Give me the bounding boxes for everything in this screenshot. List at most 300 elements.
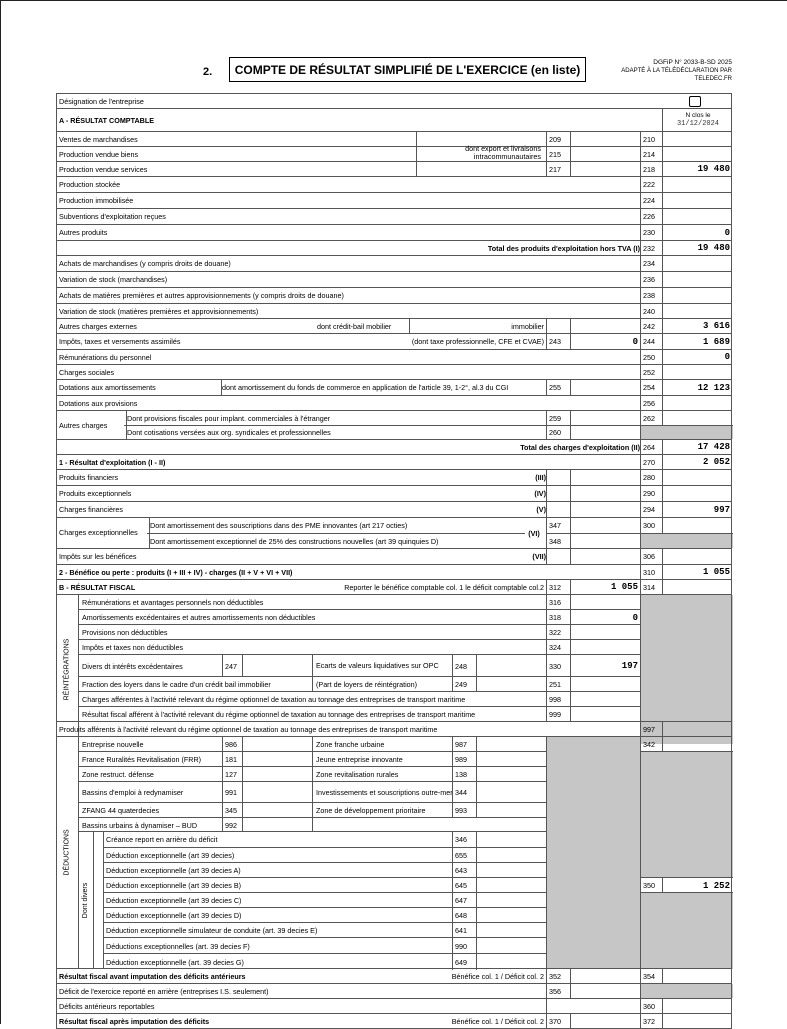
taxes-value[interactable]: 1 689: [662, 334, 733, 349]
product-code: 218: [640, 162, 665, 176]
exceptional-charges-line1: Dont amortissement des souscriptions dans des PME innovantes (art 217 octies): [150, 521, 408, 530]
result-form: [56, 93, 732, 1029]
charge-code: 240: [640, 304, 665, 318]
reintegration-label: Provisions non déductibles: [82, 628, 168, 637]
product-row: [56, 161, 732, 176]
deduction-right-code: 138: [452, 767, 479, 782]
deduction-left-input[interactable]: [242, 803, 313, 818]
grey-cell: [640, 984, 733, 998]
dont-divers-label: Déductions exceptionnelles (art. 39 decies F): [106, 941, 250, 951]
loyers-code: 251: [546, 677, 573, 692]
final-avant-code2: 354: [640, 969, 665, 983]
income-tax-input[interactable]: [570, 549, 641, 564]
product-value[interactable]: [662, 209, 733, 224]
total-products-value[interactable]: 19 480: [662, 241, 733, 255]
grey-cell: [640, 892, 733, 969]
deduction-right-label: Jeune entreprise innovante: [312, 752, 456, 767]
reintegration-row: [79, 624, 640, 640]
final-report-row: [56, 983, 732, 998]
product-code: 226: [640, 209, 665, 224]
total-charges-code: 264: [640, 440, 665, 454]
dont-divers-code: 643: [452, 863, 479, 878]
financial-label: Produits financiers: [59, 473, 119, 482]
dont-divers-label: Créance report en arrière du déficit: [106, 835, 218, 844]
deduction-right-label: Zone revitalisation rurales: [312, 767, 456, 782]
loyers-label: Fraction des loyers dans le cadre d'un crédit bail immobilier: [82, 680, 271, 689]
reintegration-code: 322: [546, 625, 573, 640]
reintegration-value[interactable]: [570, 640, 641, 655]
social-charges-row: [56, 364, 732, 379]
n-clos-label: N clos le: [685, 112, 711, 119]
grey-cell: [640, 533, 733, 548]
form-reference: [592, 59, 732, 83]
other-charges-input1[interactable]: [570, 411, 641, 425]
reintegration-value[interactable]: 0: [570, 610, 641, 625]
external-charges-code: 242: [640, 319, 665, 333]
deductions-block: [56, 736, 732, 968]
n-clos-cell: [662, 109, 733, 131]
reintegration-value[interactable]: [570, 595, 641, 609]
social-charges-value[interactable]: [662, 365, 733, 379]
form-number: 2.: [203, 66, 213, 78]
deduction-right-label: Zone de développement prioritaire: [312, 803, 456, 818]
divers-input-a[interactable]: [242, 655, 313, 677]
financial-code: 294: [640, 502, 665, 517]
tonnage-input[interactable]: [570, 692, 641, 707]
deduction-left-label: Zone restruct. défense: [82, 770, 154, 779]
deduction-right-input[interactable]: [476, 752, 547, 767]
charge-code: 236: [640, 272, 665, 287]
taxes-label: Impôts, taxes et versements assimilés: [59, 337, 181, 346]
dont-divers-row: [103, 832, 546, 847]
final-anterieurs-label: Déficits antérieurs reportables: [59, 1001, 155, 1011]
total-products-label: Total des produits d'exploitation hors TVA (I): [487, 243, 640, 253]
deduction-left-input[interactable]: [242, 818, 313, 832]
provisions-code: 256: [640, 396, 665, 410]
credit-bail-mobilier-input[interactable]: [409, 319, 470, 333]
exceptional-charges-line2: Dont amortissement exceptionnel de 25% des constructions nouvelles (art 39 quinquies D): [147, 533, 525, 548]
section-b-row: [56, 579, 732, 594]
profit-value[interactable]: 1 055: [662, 565, 733, 579]
deduction-left-code: 127: [222, 767, 245, 782]
final-report-value[interactable]: [570, 984, 641, 998]
deduction-row: [79, 802, 546, 818]
teledec-note: ADAPTÉ À LA TÉLÉDÉCLARATION PAR TELEDEC.FR: [621, 68, 732, 82]
deduction-left-code: 992: [222, 818, 245, 832]
final-apres-code1: 370: [546, 1014, 573, 1028]
product-row: [56, 192, 732, 208]
income-tax-value[interactable]: [662, 549, 733, 564]
tonnage-row: [79, 691, 640, 707]
other-charges-code: 262: [640, 411, 665, 425]
charge-code: 234: [640, 256, 665, 271]
financial-input[interactable]: [570, 470, 641, 485]
operating-result-row: [56, 454, 732, 469]
product-value[interactable]: 19 480: [662, 162, 733, 176]
n-clos-date: 31/12/2024: [676, 120, 719, 128]
charge-row: [56, 255, 732, 271]
loyers-input-a[interactable]: [476, 677, 547, 692]
product-subcode: 209: [546, 132, 573, 146]
section-a-row: [56, 108, 732, 131]
product-subcode: 215: [546, 147, 573, 161]
dont-divers-code: 647: [452, 893, 479, 908]
final-avant-label: Résultat fiscal avant imputation des déficits antérieurs: [59, 971, 246, 981]
dont-divers-code: 649: [452, 954, 479, 970]
product-code: 230: [640, 225, 665, 240]
charge-row: [56, 287, 732, 303]
tonnage-code: 999: [546, 707, 573, 722]
divers-code-b: 248: [452, 655, 479, 677]
product-label: Production immobilisée: [59, 196, 134, 205]
product-row: [56, 208, 732, 224]
tonnage-label: Charges afférentes à l'activité relevant du régime optionnel de taxation au tonnage des entreprises de transport maritime: [82, 695, 466, 704]
final-apres-code2: 372: [640, 1014, 665, 1028]
dont-divers-label: Déduction exceptionnelle (art. 39 decies G): [106, 957, 244, 967]
export-input[interactable]: [570, 147, 641, 161]
loyers-row: [79, 676, 640, 692]
financial-label: Produits exceptionnels: [59, 489, 132, 498]
financial-value[interactable]: [662, 486, 733, 501]
taxes-dont-label: (dont taxe professionnelle, CFE et CVAE): [411, 337, 544, 346]
deduction-right-code: 989: [452, 752, 479, 767]
loyers-code-a: 249: [452, 677, 479, 692]
financial-row: [56, 485, 732, 501]
dont-divers-code: 645: [452, 878, 479, 893]
tonnage-input[interactable]: [570, 707, 641, 722]
financial-roman: (V): [536, 505, 546, 514]
dont-divers-input[interactable]: [476, 893, 547, 908]
dont-divers-label: Déduction exceptionnelle (art 39 decies): [106, 851, 235, 860]
product-subcode: 217: [546, 162, 573, 176]
deduction-left-label: Entreprise nouvelle: [82, 739, 144, 749]
provisions-row: [56, 395, 732, 410]
deduction-row: [79, 751, 546, 767]
external-charges-label: Autres charges externes: [59, 321, 137, 331]
final-apres-value2[interactable]: [662, 1014, 733, 1028]
income-tax-roman: (VII): [532, 552, 546, 561]
dont-divers-input[interactable]: [476, 938, 547, 954]
income-tax-code: 306: [640, 549, 665, 564]
dont-divers-row: [103, 937, 546, 954]
deduction-left-label: Bassins d'emploi à redynamiser: [82, 788, 184, 797]
deduction-right-code: 987: [452, 737, 479, 751]
depreciation-value[interactable]: 12 123: [662, 380, 733, 395]
enterprise-checkbox[interactable]: [686, 94, 704, 108]
divers-row: [79, 654, 640, 677]
dont-divers-label: Déduction exceptionnelle simulateur de conduite (art. 39 decies E): [106, 926, 318, 935]
dont-divers-code: 350: [640, 877, 662, 892]
deductions-title: DÉDUCTIONS: [56, 737, 79, 968]
divers-value[interactable]: 197: [570, 655, 641, 677]
enterprise-label: Désignation de l'entreprise: [59, 96, 144, 106]
tonnage-products-code: 997: [640, 722, 665, 736]
deduction-left-input[interactable]: [242, 752, 313, 767]
enterprise-row: [56, 93, 732, 108]
other-charges-row: [56, 410, 732, 439]
charge-label: Variation de stock (matières premières et approvisionnements): [59, 306, 259, 316]
deduction-row: [79, 781, 546, 803]
reintegration-value[interactable]: [570, 625, 641, 640]
tonnage-row: [79, 706, 640, 722]
deduction-row: [79, 766, 546, 782]
export-label: dont export et livraisons intracommunautaires: [465, 144, 541, 161]
dont-divers-row: [103, 847, 546, 863]
final-anterieurs-row: [56, 998, 732, 1013]
charge-label: Variation de stock (marchandises): [59, 275, 168, 284]
financial-row: [56, 469, 732, 485]
deduction-right-label: Investissements et souscriptions outre-mer: [312, 782, 456, 803]
deduction-left-code: 986: [222, 737, 245, 751]
remuneration-row: [56, 349, 732, 364]
deduction-right-input[interactable]: [476, 767, 547, 782]
dont-divers-row: [103, 877, 546, 893]
product-value[interactable]: [662, 147, 733, 161]
final-avant-value2[interactable]: [662, 969, 733, 983]
deduction-row: [79, 817, 546, 832]
total-products-code: 232: [640, 241, 665, 255]
reintegration-label: Impôts et taxes non déductibles: [82, 643, 184, 652]
reintegration-code: 318: [546, 610, 573, 625]
external-charges-row: [56, 318, 732, 333]
dont-divers-label: Déduction exceptionnelle (art 39 decies C): [106, 896, 242, 905]
final-avant-code1: 352: [546, 969, 573, 983]
deduction-right-code: 993: [452, 803, 479, 818]
external-charges-value[interactable]: 3 616: [662, 319, 733, 333]
total-charges-label: Total des charges d'exploitation (II): [520, 442, 640, 452]
operating-result-value[interactable]: 2 052: [662, 455, 733, 469]
depreciation-subcode: 255: [546, 380, 573, 395]
final-report-label: Déficit de l'exercice reporté en arrière (entreprises I.S. seulement): [59, 986, 269, 996]
profit-row: [56, 564, 732, 579]
final-anterieurs-value[interactable]: [662, 999, 733, 1013]
dont-divers-code: 346: [452, 832, 479, 847]
dont-divers-block: [79, 831, 546, 969]
other-charges-code2: 260: [546, 425, 573, 439]
dont-divers-row: [103, 922, 546, 938]
divers-code: 330: [546, 655, 573, 677]
final-apres-value1[interactable]: [570, 1014, 641, 1028]
charge-value[interactable]: [662, 288, 733, 303]
exceptional-charges-code1: 347: [546, 518, 573, 533]
other-charges-code1: 259: [546, 411, 573, 425]
deduction-right-input[interactable]: [476, 737, 547, 751]
dont-divers-row: [103, 907, 546, 923]
product-code: 224: [640, 193, 665, 208]
operating-result-label: 1 - Résultat d'exploitation (I - II): [59, 457, 166, 467]
exceptional-input1[interactable]: [570, 518, 641, 533]
section-b-code2: 314: [640, 580, 665, 594]
final-report-code: 356: [546, 984, 573, 998]
section-b-report: Reporter le bénéfice comptable col. 1 le déficit comptable col.2: [344, 582, 544, 592]
dont-divers-input[interactable]: [476, 923, 547, 938]
financial-roman: (III): [535, 473, 546, 482]
product-row: [56, 146, 732, 161]
dont-divers-input[interactable]: [476, 863, 547, 878]
tonnage-products-value[interactable]: [662, 722, 733, 736]
remuneration-code: 250: [640, 350, 665, 364]
exceptional-charges-value[interactable]: [662, 518, 733, 533]
product-value[interactable]: 0: [662, 225, 733, 240]
final-avant-value1[interactable]: [570, 969, 641, 983]
other-charges-value[interactable]: [662, 411, 733, 425]
depreciation-label: Dotations aux amortissements: [56, 380, 222, 395]
form-code: DGFiP N° 2033-B-SD 2025: [653, 59, 732, 66]
final-apres-row: [56, 1013, 732, 1029]
deduction-left-label: ZFANG 44 quaterdecies: [82, 806, 160, 815]
reintegration-row: [79, 609, 640, 625]
section-a-title: A - RÉSULTAT COMPTABLE: [59, 115, 155, 125]
dont-divers-label: Déduction exceptionnelle (art 39 decies A): [106, 866, 241, 875]
product-label: Production vendue biens: [59, 149, 139, 159]
reintegration-code: 324: [546, 640, 573, 655]
dont-divers-row: [103, 862, 546, 878]
deductions-code: 342: [640, 737, 662, 751]
product-value[interactable]: [662, 177, 733, 192]
divers-code-a: 247: [222, 655, 245, 677]
income-tax-row: [56, 548, 732, 564]
financial-code: 280: [640, 470, 665, 485]
exceptional-charges-label: Charges exceptionnelles: [56, 518, 150, 548]
ecarts-label: Ecarts de valeurs liquidatives sur OPC: [312, 655, 456, 677]
product-code: 210: [640, 132, 665, 146]
loyers-input[interactable]: [570, 677, 641, 692]
social-charges-code: 252: [640, 365, 665, 379]
export-input[interactable]: [570, 162, 641, 176]
section-b-title: B - RÉSULTAT FISCAL: [59, 582, 136, 592]
operating-result-code: 270: [640, 455, 665, 469]
credit-bail-immobilier-label: immobilier: [511, 321, 544, 331]
total-charges-value[interactable]: 17 428: [662, 440, 733, 454]
other-charges-line2: Dont cotisations versées aux org. syndicales et professionnelles: [124, 425, 547, 439]
final-avant-col: Bénéfice col. 1 / Déficit col. 2: [451, 971, 544, 981]
deduction-left-label: Bassins urbains à dynamiser – BUD: [82, 820, 198, 830]
product-label: Ventes de marchandises: [59, 134, 138, 144]
taxes-code: 244: [640, 334, 665, 349]
financial-value[interactable]: [662, 470, 733, 485]
final-apres-label: Résultat fiscal après imputation des déficits: [59, 1016, 210, 1026]
profit-code: 310: [640, 565, 665, 579]
grey-cell: [640, 751, 733, 878]
deduction-right-input[interactable]: [476, 803, 547, 818]
financial-input[interactable]: [570, 502, 641, 517]
deductions-value[interactable]: [662, 737, 733, 751]
depreciation-row: [56, 379, 732, 395]
dont-divers-value[interactable]: 1 252: [662, 877, 733, 893]
dont-divers-label: Déduction exceptionnelle (art 39 decies D): [106, 911, 242, 920]
tonnage-products-row: [56, 721, 732, 736]
charge-code: 238: [640, 288, 665, 303]
dont-divers-row: [103, 892, 546, 908]
deduction-left-input[interactable]: [242, 737, 313, 751]
credit-bail-immobilier-input[interactable]: [570, 319, 641, 333]
product-label: Subventions d'exploitation reçues: [59, 212, 166, 221]
product-code: 222: [640, 177, 665, 192]
product-label: Autres produits: [59, 228, 108, 237]
dont-divers-title: Dont divers: [79, 832, 94, 969]
final-anterieurs-code: 360: [640, 999, 665, 1013]
product-code: 214: [640, 147, 665, 161]
dont-divers-code: 648: [452, 908, 479, 923]
exceptional-input2[interactable]: [570, 533, 641, 548]
total-products-row: [56, 240, 732, 255]
loyers-part: (Part de loyers de réintégration): [312, 677, 456, 692]
other-charges-label: Autres charges: [56, 411, 127, 439]
section-b-value2[interactable]: [662, 580, 733, 594]
profit-label: 2 - Bénéfice ou perte : produits (I + III + IV) - charges (II + V + VI + VII): [59, 567, 293, 577]
depreciation-code: 254: [640, 380, 665, 395]
reintegration-row: [79, 639, 640, 655]
reintegrations-title: RÉINTÉGRATIONS: [56, 595, 79, 744]
deduction-right-code: 344: [452, 782, 479, 803]
dont-divers-label: Déduction exceptionnelle (art 39 decies B): [106, 881, 242, 890]
other-charges-line1: Dont provisions fiscales pour implant. commerciales à l'étranger: [127, 413, 331, 423]
depreciation-subinput[interactable]: [570, 380, 641, 395]
export-input[interactable]: [570, 132, 641, 146]
product-value[interactable]: [662, 132, 733, 146]
charge-value[interactable]: [662, 304, 733, 318]
provisions-value[interactable]: [662, 396, 733, 410]
financial-value[interactable]: 997: [662, 502, 733, 517]
reintegration-label: Rémunérations et avantages personnels non déductibles: [82, 597, 264, 607]
charge-value[interactable]: [662, 256, 733, 271]
deduction-right-input[interactable]: [476, 782, 547, 803]
taxes-subvalue[interactable]: 0: [570, 334, 641, 349]
charge-value[interactable]: [662, 272, 733, 287]
charge-row: [56, 271, 732, 287]
social-charges-label: Charges sociales: [59, 367, 115, 377]
product-value[interactable]: [662, 193, 733, 208]
exceptional-charges-code2: 348: [546, 533, 573, 548]
financial-row: [56, 501, 732, 517]
other-charges-input2[interactable]: [570, 425, 641, 439]
dont-divers-input[interactable]: [476, 908, 547, 923]
product-row: [56, 176, 732, 192]
dont-divers-input[interactable]: [476, 848, 547, 863]
section-b-code1: 312: [546, 580, 573, 594]
form-title: COMPTE DE RÉSULTAT SIMPLIFIÉ DE L'EXERCICE (en liste): [229, 57, 586, 82]
financial-code: 290: [640, 486, 665, 501]
dont-divers-input[interactable]: [476, 832, 547, 847]
tonnage-label: Résultat fiscal afférent à l'activité relevant du régime optionnel de taxation au tonnage des entreprises de transport maritime: [82, 710, 476, 719]
product-label: Production stockée: [59, 180, 121, 189]
taxes-row: [56, 333, 732, 349]
tonnage-code: 998: [546, 692, 573, 707]
final-avant-row: [56, 968, 732, 983]
financial-label: Charges financières: [59, 505, 123, 514]
final-apres-col: Bénéfice col. 1 / Déficit col. 2: [451, 1016, 544, 1026]
dont-divers-code: 655: [452, 848, 479, 863]
product-row: [56, 131, 732, 146]
dont-divers-code: 641: [452, 923, 479, 938]
deduction-row: [79, 737, 546, 751]
grey-column: [546, 737, 641, 968]
reintegration-code: 316: [546, 595, 573, 609]
remuneration-value[interactable]: 0: [662, 350, 733, 364]
taxes-subcode: 243: [546, 334, 573, 349]
provisions-label: Dotations aux provisions: [59, 398, 138, 408]
deduction-left-input[interactable]: [242, 767, 313, 782]
income-tax-label: Impôts sur les bénéfices: [59, 552, 137, 561]
divers-input-b[interactable]: [476, 655, 547, 677]
dont-divers-input[interactable]: [476, 878, 547, 893]
deduction-left-input[interactable]: [242, 782, 313, 803]
reintegration-label: Amortissements excédentaires et autres amortissements non déductibles: [82, 613, 316, 622]
financial-input[interactable]: [570, 486, 641, 501]
grey-cell: [640, 425, 733, 439]
section-b-value1[interactable]: 1 055: [570, 580, 641, 594]
exceptional-charges-roman: (VI): [528, 528, 540, 538]
